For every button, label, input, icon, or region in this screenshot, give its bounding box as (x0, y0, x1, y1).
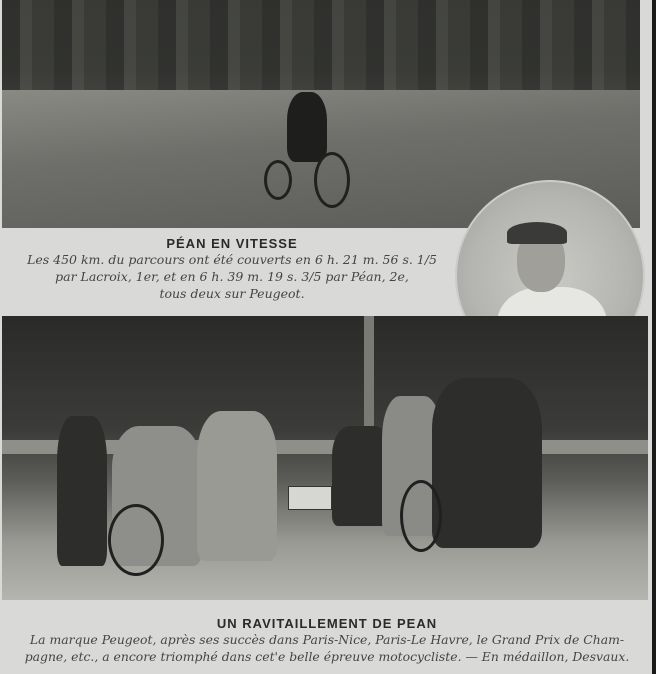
sign-board (288, 486, 332, 510)
bicycle-wheel (108, 504, 164, 576)
portrait-cap (507, 222, 567, 244)
bottom-caption (2, 616, 652, 665)
post (364, 316, 374, 440)
bottom-caption-title: UN RAVITAILLEMENT DE PEAN (216, 616, 438, 631)
group-of-people (432, 378, 542, 548)
motorcyclist (287, 92, 327, 162)
trees-background (2, 0, 640, 95)
top-caption (2, 230, 462, 310)
bottom-caption-line: pagne, etc., a encore triomphé dans cet'e belle épreuve motocycliste. — En médaillon, Desvaux. (24, 649, 630, 664)
rear-wheel (314, 152, 350, 208)
top-caption-line: Les 450 km. du parcours ont été couverts en 6 h. 21 m. 56 s. 1/5 (27, 252, 437, 267)
top-caption-title: PÉAN EN VITESSE (166, 236, 298, 251)
motorcycle-wheel (400, 480, 442, 552)
top-caption-line: par Lacroix, 1er, et en 6 h. 39 m. 19 s. 3/5 par Péan, 2e, (55, 269, 409, 284)
front-wheel (264, 160, 292, 200)
person (197, 411, 277, 561)
photo-refuelling (2, 316, 648, 600)
top-caption-line: tous deux sur Peugeot. (159, 286, 305, 301)
person (57, 416, 107, 566)
bottom-caption-line: La marque Peugeot, après ses succès dans Paris-Nice, Paris-Le Havre, le Grand Prix de Cham- (29, 632, 625, 647)
